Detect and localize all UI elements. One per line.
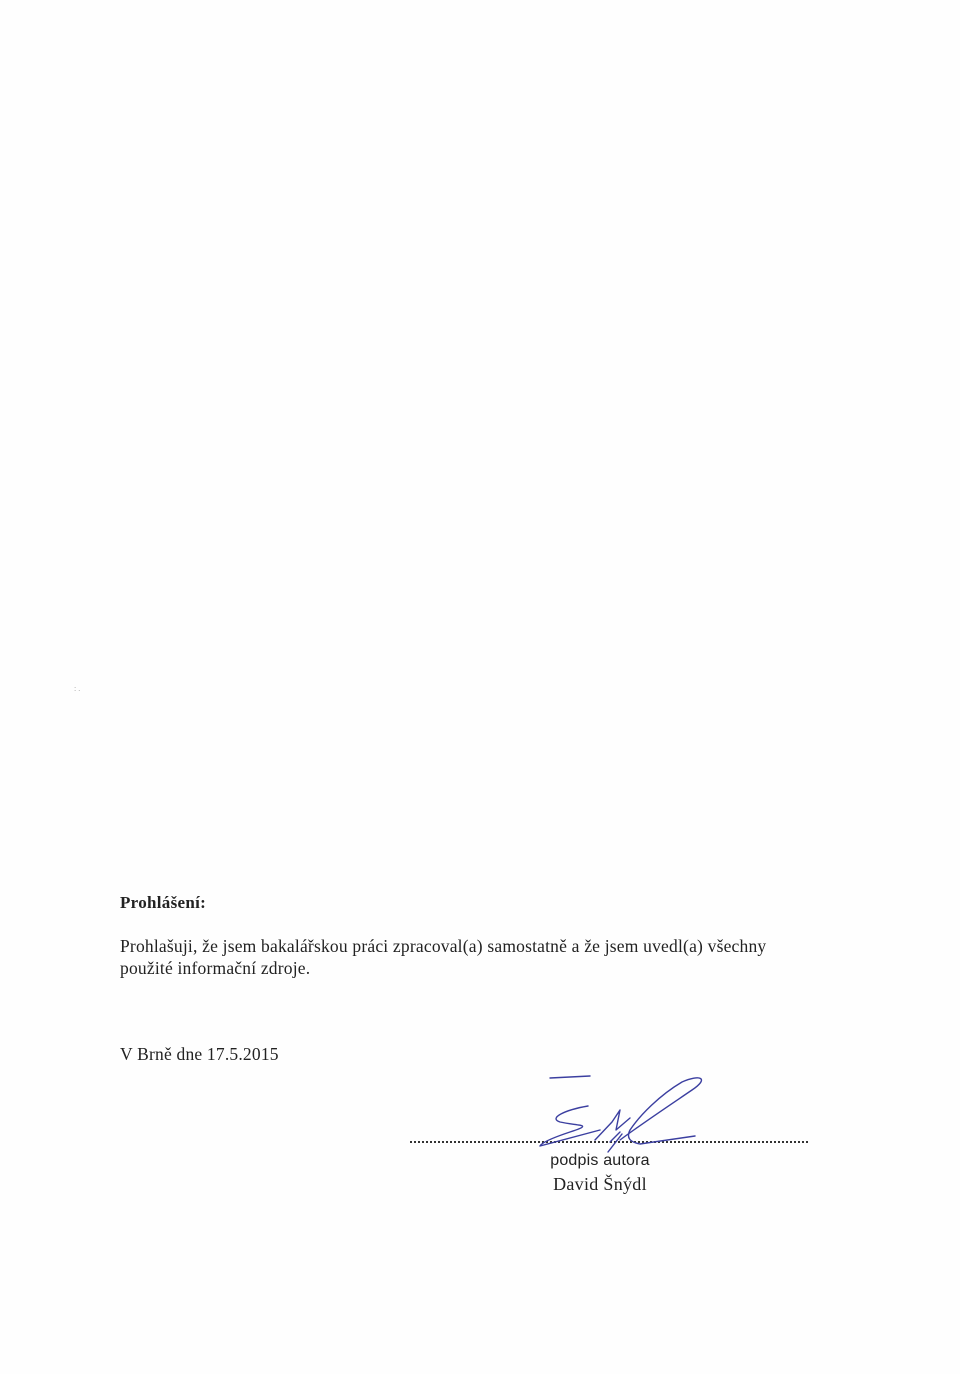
scan-artifact: : . (74, 684, 81, 693)
declaration-line-1: Prohlašuji, že jsem bakalářskou práci zpracoval(a) samostatně a že jsem uvedl(a) všechny (120, 936, 767, 956)
signature-label: podpis autora (550, 1152, 650, 1169)
declaration-heading: Prohlášení: (120, 893, 207, 912)
signature-strokes (540, 1076, 701, 1152)
author-name: David Šnýdl (553, 1174, 647, 1194)
handwritten-signature (470, 1070, 730, 1165)
place-and-date: V Brně dne 17.5.2015 (120, 1044, 279, 1064)
declaration-line-2: použité informační zdroje. (120, 958, 311, 978)
declaration-text (120, 935, 820, 979)
signature-block (410, 1070, 810, 1200)
